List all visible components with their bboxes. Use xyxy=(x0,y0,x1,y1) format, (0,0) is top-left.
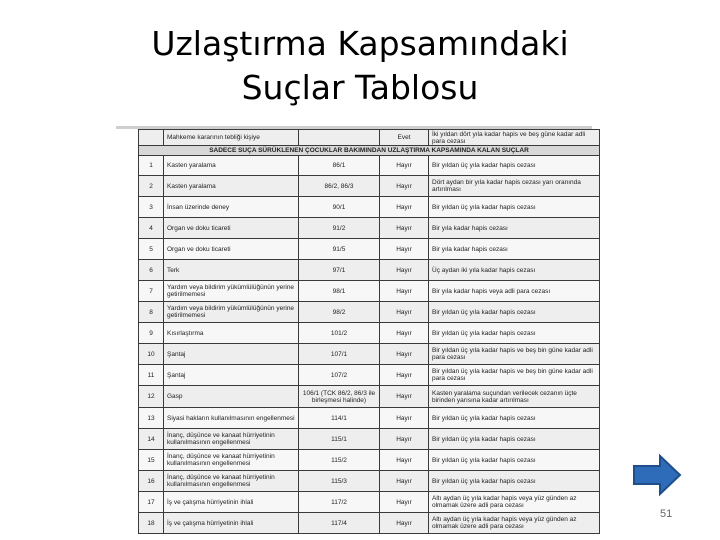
cell-crime: Organ ve doku ticareti xyxy=(164,218,299,239)
table-row xyxy=(139,197,600,218)
cell-penalty: Bir yıldan üç yıla kadar hapis cezası xyxy=(429,156,600,176)
cell-crime: İş ve çalışma hürriyetinin ihlali xyxy=(164,492,299,513)
table-row xyxy=(139,450,600,471)
cell-complaint: Hayır xyxy=(380,218,429,239)
table-row xyxy=(139,344,600,365)
cell-penalty: Bir yıldan üç yıla kadar hapis cezası xyxy=(429,408,600,429)
cell-no: 10 xyxy=(139,344,164,365)
cell-law: 98/2 xyxy=(299,302,380,323)
cell-complaint: Hayır xyxy=(380,386,429,408)
cell-no: 9 xyxy=(139,323,164,344)
cell-penalty: Bir yıldan üç yıla kadar hapis ve beş bin güne kadar adli para cezası xyxy=(429,344,600,365)
cell-law: 115/1 xyxy=(299,429,380,450)
page-number: 51 xyxy=(660,508,673,520)
cell-penalty: Dört aydan bir yıla kadar hapis cezası yarı oranında artırılması xyxy=(429,176,600,197)
cell-law: 114/1 xyxy=(299,408,380,429)
cell-crime: Yardım veya bildirim yükümlülüğünün yerine getirilmemesi xyxy=(164,281,299,302)
cell-no: 7 xyxy=(139,281,164,302)
cell-penalty: Bir yıldan üç yıla kadar hapis cezası xyxy=(429,323,600,344)
cell-crime: Yardım veya bildirim yükümlülüğünün yerine getirilmemesi xyxy=(164,302,299,323)
cell-law: 107/1 xyxy=(299,344,380,365)
cell-law: 91/5 xyxy=(299,239,380,260)
cell-no: 18 xyxy=(139,513,164,534)
cell-complaint: Hayır xyxy=(380,408,429,429)
cell-penalty: Bir yıldan üç yıla kadar hapis cezası xyxy=(429,197,600,218)
table-row xyxy=(139,471,600,492)
cell-complaint: Hayır xyxy=(380,429,429,450)
table-row xyxy=(139,239,600,260)
cell-complaint: Hayır xyxy=(380,323,429,344)
cell-complaint: Hayır xyxy=(380,156,429,176)
cell-law: 90/1 xyxy=(299,197,380,218)
table-row xyxy=(139,323,600,344)
cell-complaint: Hayır xyxy=(380,513,429,534)
next-slide-button[interactable] xyxy=(632,454,682,496)
cell-penalty: Altı aydan üç yıla kadar hapis veya yüz günden az olmamak üzere adli para cezası xyxy=(429,492,600,513)
table-section-header xyxy=(139,146,600,156)
cell-penalty: Üç aydan iki yıla kadar hapis cezası xyxy=(429,260,600,281)
cell-complaint: Hayır xyxy=(380,302,429,323)
cell-crime: İnanç, düşünce ve kanaat hürriyetinin kullanılmasının engellenmesi xyxy=(164,471,299,492)
table-row xyxy=(139,492,600,513)
cell-no: 8 xyxy=(139,302,164,323)
cell-complaint: Hayır xyxy=(380,176,429,197)
cell-crime: Şantaj xyxy=(164,365,299,386)
table-row xyxy=(139,386,600,408)
slide-title xyxy=(0,22,720,110)
section-header-text: SADECE SUÇA SÜRÜKLENEN ÇOCUKLAR BAKIMINDAN UZLAŞTIRMA KAPSAMINDA KALAN SUÇLAR xyxy=(139,146,600,156)
cell-complaint: Hayır xyxy=(380,239,429,260)
cell-no: 14 xyxy=(139,429,164,450)
table-row xyxy=(139,408,600,429)
cell-crime: Organ ve doku ticareti xyxy=(164,239,299,260)
cell-law: 106/1 (TCK 86/2, 86/3 ile birleşmesi halinde) xyxy=(299,386,380,408)
crimes-table-image xyxy=(116,126,593,530)
cell-crime: İş ve çalışma hürriyetinin ihlali xyxy=(164,513,299,534)
cell-crime: İnanç, düşünce ve kanaat hürriyetinin kullanılmasının engellenmesi xyxy=(164,429,299,450)
cell-no: 13 xyxy=(139,408,164,429)
cell-no: 15 xyxy=(139,450,164,471)
cell-no: 6 xyxy=(139,260,164,281)
cell-law: 107/2 xyxy=(299,365,380,386)
cell-law: 115/2 xyxy=(299,450,380,471)
cell-law: 101/2 xyxy=(299,323,380,344)
cell-crime: Terk xyxy=(164,260,299,281)
cell-law: 91/2 xyxy=(299,218,380,239)
cell-penalty: Bir yıldan üç yıla kadar hapis cezası xyxy=(429,429,600,450)
cell-crime: İnsan üzerinde deney xyxy=(164,197,299,218)
table-row xyxy=(139,365,600,386)
table-row xyxy=(139,156,600,176)
cell-complaint: Hayır xyxy=(380,281,429,302)
cell-no: 1 xyxy=(139,156,164,176)
table-row xyxy=(139,513,600,534)
table-row xyxy=(139,281,600,302)
cell-no: 3 xyxy=(139,197,164,218)
cell-penalty: Altı aydan üç yıla kadar hapis veya yüz günden az olmamak üzere adli para cezası xyxy=(429,513,600,534)
title-line-1: Uzlaştırma Kapsamındaki xyxy=(151,24,569,63)
cell-complaint: Hayır xyxy=(380,197,429,218)
cell-penalty: Kasten yaralama suçundan verilecek cezanın üçte birinden yarısına kadar artırılması xyxy=(429,386,600,408)
cell-no xyxy=(139,130,164,146)
cell-complaint: Hayır xyxy=(380,492,429,513)
cell-penalty: İki yıldan dört yıla kadar hapis ve beş güne kadar adli para cezası xyxy=(429,130,600,146)
table-row xyxy=(139,302,600,323)
cell-no: 11 xyxy=(139,365,164,386)
table-top-row xyxy=(139,130,600,146)
cell-complaint: Evet xyxy=(380,130,429,146)
cell-crime: Kasten yaralama xyxy=(164,156,299,176)
arrow-right-icon xyxy=(634,456,680,494)
cell-no: 12 xyxy=(139,386,164,408)
cell-law: 117/2 xyxy=(299,492,380,513)
crimes-table xyxy=(138,129,600,534)
cell-penalty: Bir yıla kadar hapis cezası xyxy=(429,239,600,260)
cell-complaint: Hayır xyxy=(380,471,429,492)
cell-penalty: Bir yıldan üç yıla kadar hapis ve beş bin güne kadar adli para cezası xyxy=(429,365,600,386)
cell-complaint: Hayır xyxy=(380,450,429,471)
cell-penalty: Bir yıldan üç yıla kadar hapis cezası xyxy=(429,471,600,492)
cell-crime: Kasten yaralama xyxy=(164,176,299,197)
cell-law: 117/4 xyxy=(299,513,380,534)
cell-law: 97/1 xyxy=(299,260,380,281)
table-row xyxy=(139,218,600,239)
title-line-2: Suçlar Tablosu xyxy=(241,68,479,107)
cell-crime: Mahkeme kararının tebliği kişiye xyxy=(164,130,299,146)
cell-penalty: Bir yıldan üç yıla kadar hapis cezası xyxy=(429,302,600,323)
cell-law: 115/3 xyxy=(299,471,380,492)
cell-law: 98/1 xyxy=(299,281,380,302)
cell-complaint: Hayır xyxy=(380,260,429,281)
cell-complaint: Hayır xyxy=(380,365,429,386)
cell-law xyxy=(299,130,380,146)
cell-no: 17 xyxy=(139,492,164,513)
cell-crime: Gasp xyxy=(164,386,299,408)
cell-no: 16 xyxy=(139,471,164,492)
cell-law: 86/2, 86/3 xyxy=(299,176,380,197)
cell-no: 5 xyxy=(139,239,164,260)
table-row xyxy=(139,429,600,450)
cell-law: 86/1 xyxy=(299,156,380,176)
cell-no: 4 xyxy=(139,218,164,239)
cell-penalty: Bir yıldan üç yıla kadar hapis cezası xyxy=(429,450,600,471)
cell-crime: Kısırlaştırma xyxy=(164,323,299,344)
cell-crime: Siyasi hakların kullanılmasının engellenmesi xyxy=(164,408,299,429)
cell-penalty: Bir yıla kadar hapis cezası xyxy=(429,218,600,239)
cell-crime: İnanç, düşünce ve kanaat hürriyetinin kullanılmasının engellenmesi xyxy=(164,450,299,471)
cell-no: 2 xyxy=(139,176,164,197)
table-row xyxy=(139,260,600,281)
table-row xyxy=(139,176,600,197)
cell-penalty: Bir yıla kadar hapis veya adli para cezası xyxy=(429,281,600,302)
cell-crime: Şantaj xyxy=(164,344,299,365)
cell-complaint: Hayır xyxy=(380,344,429,365)
